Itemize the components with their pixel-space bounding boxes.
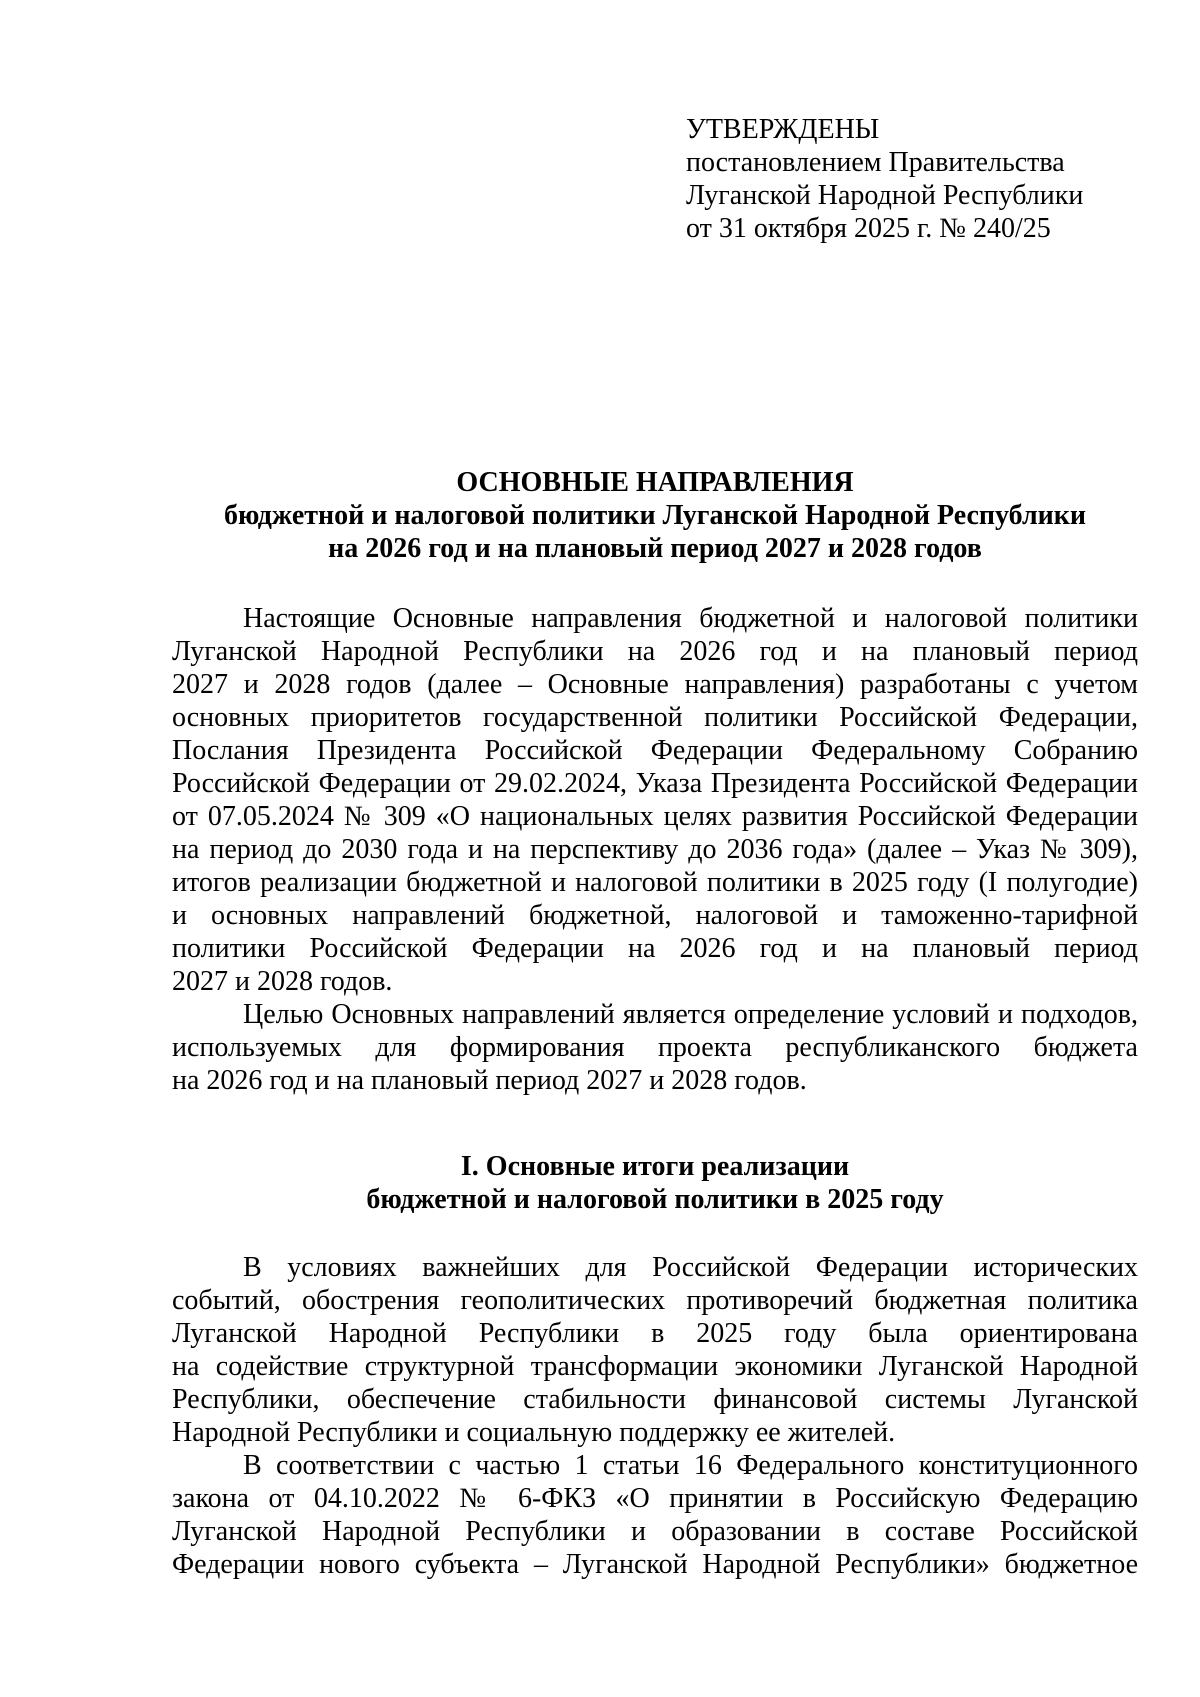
text-line: итогов реализации бюджетной и налоговой политики в 2025 году (I полугодие): [172, 867, 1138, 898]
intro-paragraph-2: [172, 998, 1138, 1097]
text-line: на период до 2030 года и на перспективу до 2036 года» (далее – Указ № 309),: [172, 834, 1138, 865]
text-line: от 07.05.2024 № 309 «О национальных целях развития Российской Федерации: [172, 801, 1138, 832]
text-line: Народной Республики и социальную поддержку ее жителей.: [172, 1417, 896, 1448]
approval-line: постановлением Правительства: [686, 147, 1065, 178]
text-line: Послания Президента Российской Федерации Федеральному Собранию: [172, 735, 1138, 766]
text-line: закона от 04.10.2022 № 6-ФКЗ «О принятии в Российскую Федерацию: [172, 1483, 1138, 1514]
approval-stamp: [686, 113, 1166, 245]
text-line: и основных направлений бюджетной, налоговой и таможенно-тарифной: [172, 900, 1138, 931]
section-1-body: [172, 1251, 1138, 1581]
approval-heading: УТВЕРЖДЕНЫ: [686, 114, 880, 145]
text-line: Настоящие Основные направления бюджетной и налоговой политики: [243, 603, 1138, 634]
section-1-paragraph-2: [172, 1449, 1138, 1581]
text-line: на 2026 год и на плановый период 2027 и 2028 годов.: [172, 1065, 807, 1096]
title-line: бюджетной и налоговой политики Луганской Народной Республики: [223, 500, 1087, 531]
document-title: [172, 466, 1138, 565]
section-title-line: бюджетной и налоговой политики в 2025 году: [366, 1184, 944, 1215]
text-line: Луганской Народной Республики в 2025 году была ориентирована: [172, 1318, 1138, 1349]
text-line: событий, обострения геополитических противоречий бюджетная политика: [172, 1285, 1138, 1316]
section-1-paragraph-1: [172, 1251, 1138, 1449]
text-line: 2027 и 2028 годов (далее – Основные направления) разработаны с учетом: [172, 669, 1138, 700]
text-line: Луганской Народной Республики на 2026 год и на плановый период: [172, 636, 1138, 667]
text-line: основных приоритетов государственной политики Российской Федерации,: [172, 702, 1138, 733]
text-line: используемых для формирования проекта республиканского бюджета: [172, 1032, 1138, 1063]
text-line: Российской Федерации от 29.02.2024, Указа Президента Российской Федерации: [172, 768, 1138, 799]
text-line: В соответствии с частью 1 статьи 16 Федерального конституционного: [243, 1450, 1138, 1481]
section-1-title: [172, 1150, 1138, 1216]
text-line: Республики, обеспечение стабильности финансовой системы Луганской: [172, 1384, 1138, 1415]
title-line: на 2026 год и на плановый период 2027 и 2028 годов: [328, 533, 982, 564]
text-line: Целью Основных направлений является определение условий и подходов,: [243, 999, 1138, 1030]
text-line: В условиях важнейших для Российской Федерации исторических: [243, 1252, 1138, 1283]
intro-section: [172, 602, 1138, 1097]
text-line: Федерации нового субъекта – Луганской Народной Республики» бюджетное: [172, 1549, 1138, 1580]
text-line: политики Российской Федерации на 2026 год и на плановый период: [172, 933, 1138, 964]
section-title-line: I. Основные итоги реализации: [460, 1151, 850, 1182]
approval-date-number: от 31 октября 2025 г. № 240/25: [686, 213, 1051, 244]
approval-line: Луганской Народной Республики: [686, 180, 1084, 211]
text-line: на содействие структурной трансформации экономики Луганской Народной: [172, 1351, 1138, 1382]
intro-paragraph-1: [172, 602, 1138, 998]
text-line: Луганской Народной Республики и образовании в составе Российской: [172, 1516, 1138, 1547]
text-line: 2027 и 2028 годов.: [172, 966, 393, 997]
title-line: ОСНОВНЫЕ НАПРАВЛЕНИЯ: [456, 467, 854, 498]
